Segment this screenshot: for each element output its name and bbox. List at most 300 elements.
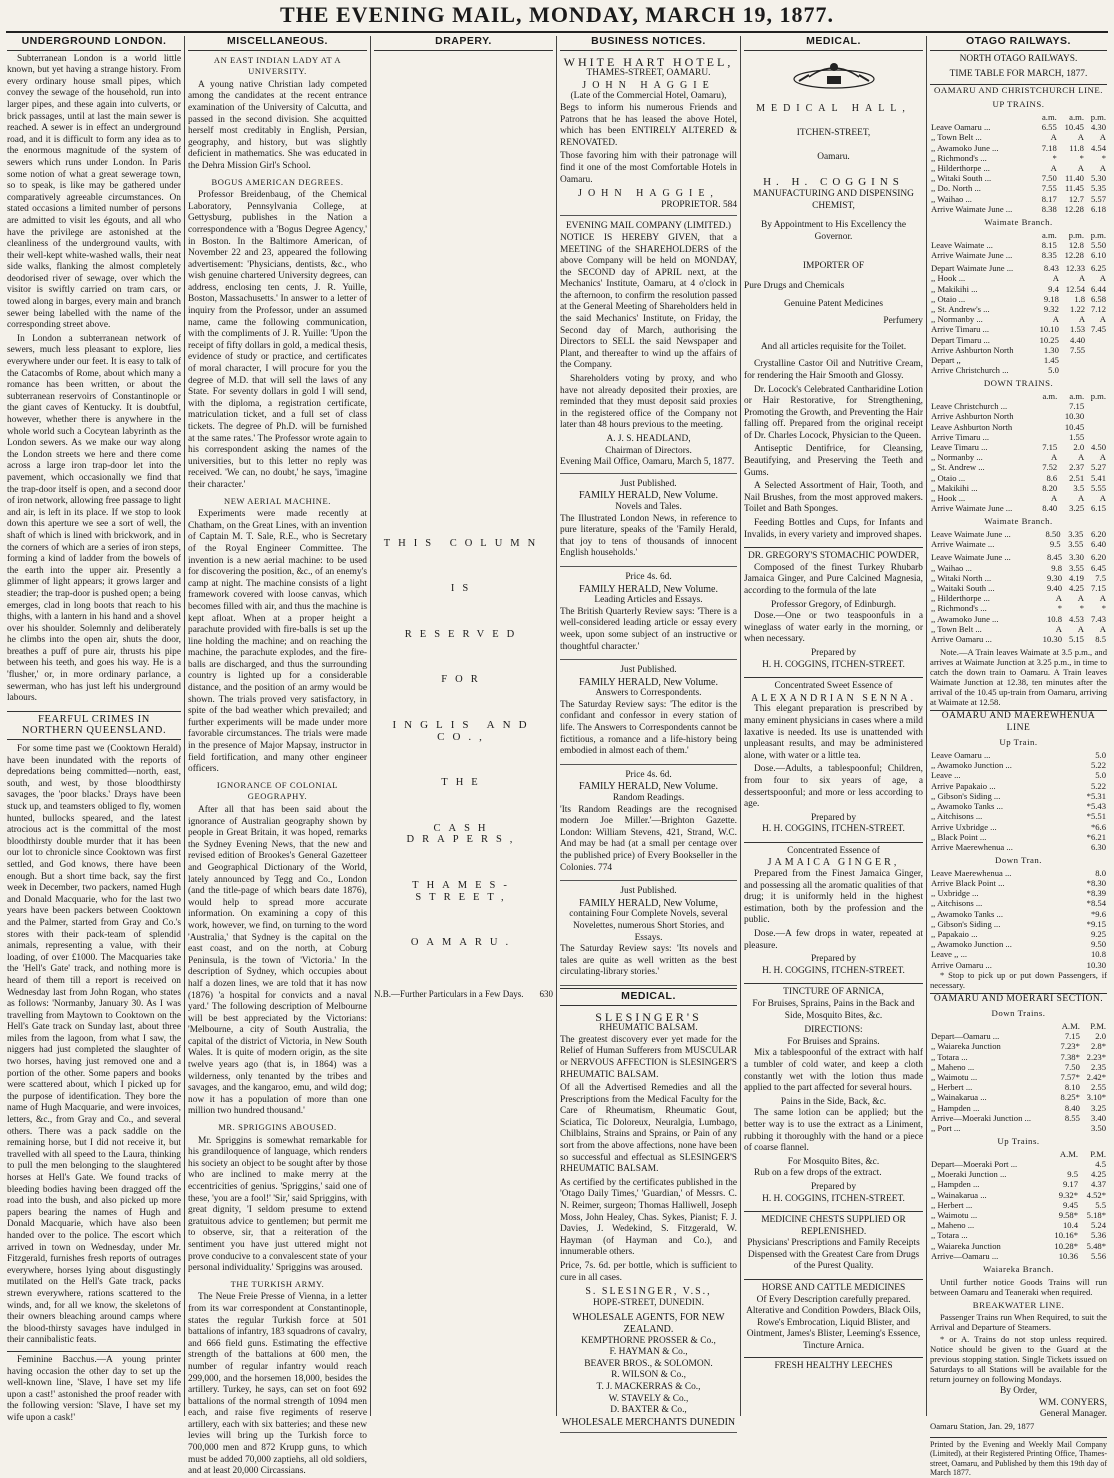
coggins-sub: MANUFACTURING AND DISPENSING CHEMIST, (753, 188, 914, 211)
time-cell: 10.30 (1064, 411, 1085, 422)
gregory-text: Composed of the finest Turkey Rhubarb Jamaica Ginger, and Pure Calcined Magnesia, according to the formula of the late (744, 562, 923, 596)
horse-text: Of Every Description carefully prepared. Alterative and Condition Powders, Black Oils, Rowe's Embrocation, Liquid Blister, and Ointment, James's Blister, Leeming's Essence, Tincture Arnica. (746, 1294, 921, 1352)
station-cell: Leave Oamaru ... (931, 122, 991, 133)
time-cell: 6.20 (1090, 552, 1106, 563)
import-item: Genuine Patent Medicines (784, 298, 883, 309)
agent: R. WILSON & Co., (611, 1370, 686, 1381)
senna-text: This elegant preparation is prescribed by many eminent physicians in cases where a mild laxative is needed. Its use is unattended with unpleasant results, and may be administered alone, with water or a little tea. (744, 704, 923, 761)
ad-title: WHITE HART HOTEL, (563, 54, 734, 69)
station-cell: ,, Makikihi ... (931, 482, 978, 493)
timetable-row (930, 909, 1107, 919)
time-cell: 10.36 (1058, 1250, 1079, 1261)
station-cell: ,, Awamoko Tanks ... (931, 801, 1003, 812)
timetable-row (930, 919, 1107, 929)
time-cell: p.m. (1090, 111, 1106, 122)
time-cell: 5.0 (1095, 770, 1106, 781)
time-cell (1045, 1159, 1079, 1169)
trains-heading: UP TRAINS. (992, 99, 1045, 110)
time-cell: 11.8 (1069, 142, 1084, 153)
station-cell: ,, Papakaio ... (931, 928, 978, 939)
ad-body: NOTICE IS HEREBY GIVEN, that a MEETING of the SHAREHOLDERS of the above Company will be held on MONDAY, the SECOND day of APRIL next, at the Mechanics' Institute, Oamaru, at 4 o'clock in the afternoon, to confirm the resolution passed at the General Meeting of Shareholders held in the said Mechanics' Institute, on Friday, the Second day of March, authorising the Directors to SELL the said Newspaper and Plant, and thereafter to wind up the affairs of the Company. (560, 232, 737, 371)
station-cell (930, 391, 1037, 401)
station-cell: Leave Waimate ... (931, 239, 993, 250)
timetable-row (930, 878, 1107, 888)
column-heading: MISCELLANEOUS. (188, 36, 367, 51)
article-paragraph: Feminine Bacchus.—A young printer having occasion the other day to set up the well-known line, 'Slave, I have set my life upon a cast!' astonished the proof reader with the following version: 'Slave, I have set my wife upon a cask!' (7, 1351, 181, 1425)
time-cell: 2.35 (1090, 1061, 1106, 1072)
time-cell: 11.45 (1064, 183, 1084, 194)
time-cell: 8.5 (1095, 634, 1106, 645)
time-cell: * (1101, 603, 1106, 614)
timetable-row (930, 760, 1107, 770)
timetable-row (930, 143, 1107, 153)
section-text: Professor Breidenbaug, of the Chemical Laboratory, Pennsylvania College, at Gettysburg, publishes in the Nation a correspondence with a 'Bogus Degree Agency,' in Boston. In the Baltimore American, of November 22 and 23, appeared the following advertisement: 'Physicians, dentists, &c., who wish genuine chartered University degrees, can address, enclosing ten cents, J. R. Yuille, Boston, Massachusetts.' In answer to a letter of inquiry from the Professor, under an assumed name, came the following communication, with the compliments of J. R. Yuille: 'Upon the receipt of fifty dollars in gold, a medical thesis, evidence of study or practice, and certificates of moral character, I will procure for you the degree of M.D. that will sell the laws of any State. For seventy dollars in gold I will send, with the diploma, a registration certificate, matriculation ticket, and a full set of class tickets. The degree of Ph.D. will be furnished at the same rates.' The Professor wrote again to his correspondent asking the names of the universities, but to this letter no reply was received. 'We can, no doubt,' he says, 'imagine their character.' (188, 190, 367, 490)
timetable-row (930, 273, 1107, 283)
timetable-row (930, 593, 1107, 603)
waiareka-text: Until further notice Goods Trains will run between Oamaru and Teaneraki when required. (930, 1276, 1107, 1297)
herald-sub: Leading Articles and Essays. (594, 595, 703, 606)
medical-item: A Selected Assortment of Hair, Tooth, and Nail Brushes, from the most approved makers. Toilet and Bath Sponges. (744, 481, 923, 515)
drapery-line: THE (441, 777, 486, 789)
trains-heading: Down Tran. (994, 855, 1043, 866)
dir-text: Rub on a few drops of the extract. (754, 1168, 882, 1179)
time-cell: 9.45 (1062, 1199, 1079, 1210)
time-cell: a.m. (1041, 229, 1057, 240)
time-cell: A (1051, 493, 1058, 504)
time-cell (1037, 401, 1059, 411)
time-cell: 4.19 (1068, 572, 1084, 583)
station-cell: Arrive Christchurch ... (931, 365, 1009, 376)
time-cell: 5.41 (1090, 472, 1106, 483)
timetable-row (930, 888, 1107, 898)
ad-price: Price, 7s. 6d. per bottle, which is sufficient to cure in all cases. (560, 1261, 737, 1283)
time-cell: 7.52 (1042, 462, 1058, 473)
ad-white-hart-hotel (560, 54, 737, 217)
royal-crest-icon (789, 57, 879, 91)
herald-pub: Just Published. (620, 886, 677, 897)
article-paragraph: In London a subterranean network of sewers, much less pleasant to explore, lies everywhere under our feet. It is easy to talk of the Catacombs of Rome, about which many a romance has been written, or about the subterranean reservoirs of Constantinople or the giant caves of Kentucky. It is doubtful, however, whether there is anywhere in the whole world such a Cocytean labyrinth as the London sewers. As we make our way along the London streets we here and there come across a large iron trap-door let into the pavement, which occasionally we find that the trap-door itself is open, and a second door of iron network, allowing free passage to light and air, is left in its place. If we stop to look down this aperture we see a sort of well, the shaft of which is lined with brickwork, and in the corners of which are a series of iron steps, forming a kind of ladder from the bowels of the earth into the upper air. Presently a glimmer of light appears; it grows larger and steadier; the trap-door is pushed open; a being emerges, clad in long boots that reach to his thighs, with a lantern in his hand and a shovel over his shoulder. Solemnly and deliberately he climbs into the open air, shuts the door, breathes a puff of pure air, thrusts his pipe between his teeth, and goes his way. He is a 'flusher,' or, in more ordinary parlance, a sewerman, who has just left his underground labours. (7, 333, 181, 704)
timetable-down (930, 391, 1107, 513)
time-cell: 7.23* (1060, 1041, 1080, 1052)
time-cell: 9.5 (1049, 539, 1061, 550)
timetable-row (930, 1179, 1107, 1189)
timetable-row (930, 391, 1107, 401)
ad-role: Chairman of Directors. (605, 445, 692, 456)
breakwater-text: Passenger Trains run When Required, to suit the Arrival and Departure of Steamers. (930, 1312, 1107, 1333)
time-cell: A (1099, 162, 1106, 173)
timetable-row (930, 422, 1107, 432)
coggins-name: H. H. COGGINS (763, 176, 904, 189)
time-cell: 3.35 (1068, 529, 1084, 540)
timetable-row (930, 183, 1107, 193)
time-cell: A (1077, 593, 1084, 604)
station-cell (930, 1021, 1055, 1031)
station-cell: ,, Gibson's Siding ... (931, 790, 1001, 801)
time-cell: 5.18* (1086, 1209, 1106, 1220)
time-cell: 8.40 (1042, 503, 1058, 514)
section-heading-medical: MEDICAL. (560, 988, 737, 1006)
medical-hall-title: MEDICAL HALL, (756, 102, 911, 114)
time-cell: 5.22 (1090, 780, 1106, 791)
time-cell: 12.33 (1065, 263, 1086, 274)
dir-text: Mix a tablespoonful of the extract with half a tumbler of cold water, and keep a cloth constantly wet with the lotion thus made applied to the part affected for several hours. (744, 1048, 923, 1094)
timetable-maerewhenua-down (930, 868, 1107, 970)
time-cell: 1.45 (1043, 355, 1059, 366)
time-cell: 7.5 (1095, 572, 1106, 583)
timetable-row (930, 603, 1107, 613)
arnica-sub: For Bruises, Sprains, Pains in the Back and Side, Mosquito Bites, &c. (752, 999, 915, 1021)
timetable-waimate (930, 230, 1107, 261)
station-cell: ,, Awamoko Junction ... (931, 760, 1012, 771)
time-cell: A.M. (1061, 1020, 1080, 1031)
timetable-row (930, 1169, 1107, 1179)
ad-name: JOHN HAGGIE (582, 79, 715, 91)
time-cell: 3.40 (1090, 1112, 1106, 1123)
herald-sub: containing Four Complete Novels, several Novelettes, numerous Short Stories, and Essays. (569, 909, 728, 943)
medical-item: Feeding Bottles and Cups, for Infants and Invalids, in every variety and improved shapes. (744, 518, 923, 540)
station-cell: Leave Waimate June ... (931, 529, 1011, 540)
time-cell: a.m. (1042, 391, 1058, 402)
timetable-maerewhenua-up (930, 750, 1107, 852)
timetable-row (930, 1113, 1107, 1123)
station-cell: ,, Normanby ... (931, 452, 983, 463)
timetable-row (930, 473, 1107, 483)
station-cell: Arrive Ashburton North (931, 411, 1014, 422)
station-cell: ,, Awamoko Tanks ... (931, 908, 1003, 919)
printer-imprint: Printed by the Evening and Weekly Mail Company (Limited), at their Registered Printing Office, Thames-street, Oamaru, and Published by them this 19th day of March 1877. (930, 1437, 1107, 1478)
column-heading: DRAPERY. (374, 36, 553, 51)
timetable-row (930, 483, 1107, 493)
timetable-row (930, 1200, 1107, 1210)
time-cell: * (1057, 603, 1063, 614)
ad-family-herald (560, 662, 737, 765)
ad-body: Shareholders voting by proxy, and who have not already deposited their proxies, are reminded that they must deposit said proxies in the registered office of the Company not later than 48 hours previous to the meeting. (560, 374, 737, 431)
time-cell (1060, 365, 1086, 375)
column-heading: OTAGO RAILWAYS. (930, 36, 1107, 51)
prepared-by: H. H. COGGINS, ITCHEN-STREET. (762, 659, 905, 670)
time-cell: 8.45 (1046, 552, 1063, 563)
timetable-row (930, 1159, 1107, 1169)
arnica-title: TINCTURE OF ARNICA, (744, 983, 923, 999)
timetable-row (930, 294, 1107, 304)
station-cell: ,, Do. North ... (931, 183, 981, 194)
time-cell: 7.18 (1041, 142, 1057, 153)
timetable-row (930, 503, 1107, 513)
station-cell: ,, Richmond's ... (931, 603, 987, 614)
time-cell: 6.44 (1090, 283, 1106, 294)
station-cell: ,, Gibson's Siding ... (931, 918, 1001, 929)
ad-role-text: PROPRIETOR. (661, 199, 721, 210)
station-cell: Leave Timaru ... (931, 442, 988, 453)
ad-evening-mail-company (560, 218, 737, 473)
time-cell: 4.40 (1070, 334, 1086, 345)
senna-dose: Dose.—Adults, a tablespoonful; Children, from four to six years of age, a dessertspoonful; and more or less according to age. (744, 764, 923, 810)
time-cell: * (1079, 152, 1084, 163)
drapery-line: THIS COLUMN (383, 537, 544, 549)
time-cell: A (1099, 314, 1106, 325)
time-cell: 4.50 (1090, 442, 1106, 453)
station-cell: ,, Hook ... (931, 493, 966, 504)
time-cell: A (1050, 162, 1057, 173)
timetable-row (930, 1031, 1107, 1041)
time-cell: 6.10 (1090, 250, 1106, 260)
station-cell: Depart—Moeraki Port ... (931, 1158, 1018, 1169)
time-cell: 1.22 (1070, 304, 1086, 315)
article-paragraph: For some time past we (Cooktown Herald) have been inundated with the reports of depredations being committed—north, east, south, and west, by those bloodthirsty savages, the 'poor blacks.' Drays have been stuck up, and teamsters obliged to fly, women hunted, bullocks speared, and the latest atrocious act is the committal of the most bloodthirsty double murder that it has been our lot to chronicle since Cooktown was first settled, and God knows, there have been enough. But a short time back, say the first week in December, two packers, named Hugh and Donald Macquarie, who for the last two years have been packers between Cooktown and the Palmer, started from Gray and Co.'s stores with their pack-team of splendid animals, representing a value, with their loading, of over £1000. The Macquaries take the 'Hell's Gate' track, and nothing more is heard of them till a report is received on Wednesday last from John Rogan, who states as follows: 'Normanby, January 30. As I was travelling from Maytown to Cooktown on the Hell's Gate track on Sunday last, about three miles from the lagoon, from what I saw, the niggers had just completed the slaughter of two horses, having just removed one and a portion of the other. Some papers and books were scattered about, which I picked up for the purpose of identification. They bore the name of Hugh Macquarie, and were invoices, letters, &c., from Gray and Co., and several others. There was a pack saddle on the remaining horse, but I did not receive it, but travelled with all speed to the Laura, thinking to pull the men belonging to the slaughtered horses at Hell's Gate. We found tracks of bleeding bodies having been dragged off the road into the bush, and also picked up more papers bearing the names of Hugh and Donald Macquarie, which have also been handed over to the police. The escort which arrived in town on Wednesday, under Mr. Fitzgerald, furnishes fresh reports of outrages everywhere, horses lying about disgustingly mutilated on the Hell's Gate track, packs strewn everywhere, rations scattered to the winds, and, for all we know, the skeletons of their owners bleaching around camps where the blood-thirsty savages have indulged in their cannibalistic feats. (7, 744, 181, 1346)
time-cell: 8.40 (1064, 1102, 1080, 1113)
section-title: BOGUS AMERICAN DEGREES. (211, 176, 344, 187)
timetable-row (930, 822, 1107, 832)
timetable-row (930, 452, 1107, 462)
station-cell: ,, St. Andrew's ... (931, 304, 990, 315)
ad-body: Of all the Advertised Remedies and all the Prescriptions from the Medical Faculty for the Care of Rheumatism, Rheumatic Gout, Sciatica, Tic Doloreux, Neuralgia, Lumbago, Chilblains, Strains and Sprains, or Pain of any sort from the above affections, none have been so successful and effectual as SLESINGER'S RHEUMATIC BALSAM. (560, 1083, 737, 1175)
time-cell: A (1077, 162, 1084, 173)
station-cell: ,, Otaio ... (931, 472, 966, 483)
time-cell: 9.40 (1046, 583, 1063, 594)
senna-heading: Concentrated Sweet Essence of (744, 677, 923, 693)
station-cell (930, 112, 1036, 122)
trains-heading: Up Train. (999, 737, 1038, 748)
timetable-row (930, 960, 1107, 970)
station-cell: ,, Waitaki South ... (931, 583, 995, 594)
timetable-moerari-down (930, 1021, 1107, 1133)
time-cell: 2.8* (1090, 1041, 1106, 1052)
ad-address: HOPE-STREET, DUNEDIN. (592, 1297, 704, 1308)
time-cell: 10.25 (1039, 334, 1059, 345)
timetable-row (930, 1210, 1107, 1220)
time-cell: 3.55 (1068, 539, 1084, 550)
timetable-row (930, 811, 1107, 821)
station-cell: ,, Totara ... (931, 1051, 968, 1062)
herald-title: FAMILY HERALD, New Volume. (579, 583, 718, 595)
time-cell: 10.8 (1046, 613, 1063, 624)
time-cell: A (1052, 273, 1059, 284)
railways-subheading: NORTH OTAGO RAILWAYS. (959, 53, 1078, 64)
section-text: Experiments were made recently at Chatham, on the Great Lines, with an invention of Captain M. T. Sale, R.E., who is Secretary of the Royal Engineer Committee. The invention is a new aerial machine: to be used for discovering the position, &c., of an enemy's camp at night. The machine consists of a light framework covered with loose canvas, which becomes filled with air, and thus the machine is kept afloat. When at a proper height a parachute provided with fire-balls is set up the line holding the machine; and on reaching the machine, the parachute explodes, and the fire-balls are discharged, and thus the surrounding country is lighted up for a considerable distance, and the position of an army would be shown. The trials proved very satisfactory, in spite of the bad weather which prevailed; and further experiments will be made under more favorable circumstances. The trials were made in the presence of Major Mapsay, instructor in field fortification, and many other engineer officers. (188, 509, 367, 775)
time-cell: *5.43 (1086, 801, 1106, 812)
station-cell: ,, Witaki North ... (931, 572, 992, 583)
timetable-row (930, 194, 1107, 204)
time-cell: 8.20 (1042, 482, 1058, 493)
column-medical (740, 36, 926, 1416)
time-cell: 8.6 (1046, 472, 1058, 483)
medical-item: Antiseptic Dentifrice, for Cleansing, Beautifying, and Preserving the Teeth and Gums. (744, 444, 923, 478)
herald-pub: Price 4s. 6d. (625, 769, 672, 780)
time-cell: *6.21 (1086, 831, 1106, 842)
manager-role: General Manager. (1039, 1409, 1107, 1420)
time-cell: 10.4 (1062, 1220, 1079, 1231)
station-cell: ,, Waimotu ... (931, 1209, 978, 1220)
timetable-row (930, 770, 1107, 780)
ad-number: 584 (722, 199, 737, 210)
section-text: A young native Christian lady competed among the candidates at the recent entrance examination of the University of Calcutta, and passed in the second division. She acquitted herself most creditably in English, Persian, geography, and history, but was slightly deficient in mathematics. She was educated in the Dehra Mission Girl's School. (188, 79, 367, 171)
spacer (374, 54, 553, 504)
breakwater-heading: BREAKWATER LINE. (972, 1299, 1065, 1310)
time-cell: 5.5 (1095, 1199, 1106, 1210)
time-cell: 5.24 (1090, 1220, 1106, 1231)
station-cell: ,, Waiareka Junction (931, 1041, 1001, 1052)
drapery-line: THAMES-STREET, (412, 879, 515, 903)
time-cell: 4.37 (1090, 1179, 1106, 1190)
station-cell: ,, Aitchisons ... (931, 811, 983, 822)
drapery-line: CASH DRAPERS, (406, 822, 521, 846)
ad-subtitle: THAMES-STREET, OAMARU. (586, 68, 711, 79)
station-cell: Arrive Timaru ... (931, 431, 990, 442)
masthead-rule (6, 31, 1108, 33)
time-cell: A (1077, 452, 1085, 463)
medical-item: Crystalline Castor Oil and Nutritive Cream, for rendering the Hair Smooth and Glossy. (744, 359, 923, 381)
timetable-row (930, 949, 1107, 959)
timetable-row (930, 791, 1107, 801)
gregory-prof: Professor Gregory, of Edinburgh. (771, 599, 896, 610)
ad-number: 630 (539, 988, 553, 999)
time-cell: 5.56 (1090, 1250, 1106, 1261)
station-cell: Arrive Timaru ... (931, 324, 990, 335)
time-cell: 6.15 (1090, 503, 1106, 514)
time-cell: 3.10* (1086, 1092, 1106, 1103)
station-cell: ,, Normanby ... (931, 314, 983, 325)
time-cell: *6.6 (1090, 821, 1106, 832)
timetable-row (930, 230, 1107, 240)
time-cell: 10.45 (1064, 122, 1084, 133)
station-cell: ,, Waihao ... (931, 562, 972, 573)
prepared-label: Prepared by (810, 812, 857, 823)
time-cell: 10.10 (1039, 324, 1059, 335)
ad-family-herald (560, 883, 737, 986)
station-cell: ,, Hampden ... (931, 1102, 980, 1113)
time-cell: 6.55 (1041, 122, 1057, 133)
time-cell: 4.53 (1068, 613, 1084, 624)
by-order: By Order, (999, 1386, 1038, 1397)
time-cell: 9.25 (1090, 928, 1106, 939)
station-cell: ,, Hilderthorpe ... (931, 162, 990, 173)
station-cell: ,, Hilderthorpe ... (931, 593, 990, 604)
time-cell: p.m. (1068, 229, 1084, 240)
timetable-row (930, 345, 1107, 355)
time-cell: 4.25 (1090, 1169, 1106, 1180)
column-business-notices (556, 35, 740, 1428)
column-otago-railways (926, 35, 1110, 1478)
branch-heading: Waiareka Branch. (983, 1263, 1054, 1274)
station-cell: Leave ,, ... (931, 949, 968, 960)
import-item: Pure Drugs and Chemicals (744, 280, 845, 291)
ad-role (560, 200, 737, 212)
timetable-row (930, 1052, 1107, 1062)
horse-title: HORSE AND CATTLE MEDICINES (744, 1279, 923, 1295)
station-cell: Arrive Waimate June ... (931, 503, 1013, 514)
column-heading: BUSINESS NOTICES. (560, 36, 737, 51)
time-cell: 5.57 (1090, 193, 1106, 204)
time-cell (1086, 365, 1107, 375)
timetable-row (930, 552, 1107, 562)
time-cell: A (1078, 314, 1086, 325)
timetable-note: Note.—A Train leaves Waimate at 3.5 p.m., and arrives at Waimate Junction at 3.25 p.m., in time to catch the down train to Oamaru. A Train leaves Waimate Junction at 12.38, ten minutes after the arrival of the 10.45 up-train from Oamaru, arriving at Waimate at 12.58. (930, 647, 1107, 708)
ad-title: EVENING MAIL COMPANY (LIMITED.) (565, 221, 732, 232)
time-cell: 3.50 (1090, 1122, 1106, 1133)
station-cell: ,, Witaki South ... (931, 173, 992, 184)
timetable-row (930, 1220, 1107, 1230)
time-cell: 7.50 (1041, 173, 1057, 184)
timetable-row (930, 314, 1107, 324)
time-cell: 9.5 (1067, 1169, 1079, 1180)
station-cell: ,, Town Belt ... (931, 132, 982, 143)
column-miscellaneous (184, 35, 370, 1477)
agent: W. STAVELY & Co., (608, 1393, 689, 1404)
herald-pub: Just Published. (620, 478, 677, 489)
drapery-line: INGLIS AND CO., (392, 718, 535, 743)
time-cell: A (1077, 623, 1084, 634)
timetable-row (930, 624, 1107, 634)
article-heading: FEARFUL CRIMES IN NORTHERN QUEENSLAND. (7, 711, 181, 740)
station-cell: ,, Herbert ... (931, 1199, 973, 1210)
station-cell: Leave Oamaru ... (931, 750, 991, 761)
ad-title: SLESINGER'S (595, 1009, 702, 1024)
time-cell: 3.5 (1073, 482, 1085, 493)
station-cell: ,, Town Belt ... (931, 623, 982, 634)
time-cell: A (1077, 132, 1084, 143)
time-cell: 5.48* (1086, 1240, 1106, 1251)
station-cell: Leave Ashburton North (931, 421, 1013, 432)
coggins-appointment: By Appointment to His Excellency the Governor. (760, 220, 907, 242)
timetable-row (930, 1082, 1107, 1092)
time-cell: 4.5 (1095, 1158, 1106, 1169)
ad-agents-title: WHOLESALE AGENTS, FOR NEW ZEALAND. (572, 1312, 725, 1335)
time-cell: 10.28* (1054, 1240, 1079, 1251)
time-cell: 7.15 (1069, 401, 1085, 412)
time-cell (1037, 432, 1059, 442)
time-cell: 4.25 (1068, 583, 1084, 594)
final-note: * or A. Trains do not stop unless required. Notice should be given to the Guard at the previous stopping station. Single Tickets issued on Saturdays to all Stations will be available for the return journey on following Mondays. (930, 1334, 1107, 1385)
ad-body: Those favoring him with their patronage will find it one of the most Comfortable Hotels in Oamaru. (560, 151, 737, 185)
timetable-row (930, 868, 1107, 878)
time-cell: 5.0 (1048, 365, 1059, 376)
time-cell: 7.50 (1064, 1061, 1080, 1072)
time-cell: A (1050, 132, 1057, 143)
herald-sub: Random Readings. (612, 793, 685, 804)
time-cell: 12.7 (1068, 193, 1084, 204)
time-cell: 9.30 (1046, 572, 1063, 583)
time-cell: 1.8 (1074, 293, 1086, 304)
station-date: Oamaru Station, Jan. 29, 1877 (930, 1420, 1035, 1431)
station-cell: ,, Maheno ... (931, 1220, 975, 1231)
agent: T. J. MACKERRAS & Co., (596, 1381, 701, 1392)
station-cell: Arrive Waimate June ... (931, 203, 1013, 214)
time-cell: 4.52* (1086, 1189, 1106, 1200)
ad-sign: JOHN HAGGIE, (578, 188, 719, 200)
ad-sign: S. SLESINGER, V.S., (585, 1286, 712, 1298)
timetable-row (930, 1103, 1107, 1113)
station-cell: Leave Maerewhenua ... (931, 867, 1012, 878)
chests-text: Physicians' Prescriptions and Family Receipts Dispensed with the Greatest Care from Drugs of the Purest Quality. (747, 1238, 920, 1272)
timetable-row (930, 365, 1107, 375)
article-paragraph: Subterranean London is a world little known, but yet having a strange history. From every ordinary house small pipes, which convey the sewage of the household, run into larger pipes, and these again into culverts, or brick passages, until at last the main sewer is reached. A sewer is in effect an underground road, and it is difficult to form any idea as to the enormous magnitude of the system of sewers which runs under London. In Paris some notion of what a great sewerage town, so to speak, is like may be gathered under comparatively agreeable circumstances. On stated occasions a limited number of persons are admitted to visit les égouts, and all who have the privilege are astonished at the cleanliness of the underground vaults, with their well-kept white-washed walls, their neat side walks, flanking the almost completely deodorised river of sewage, over which the visitor is swiftly carried on tram cars, or towed along in barges, every main and branch sewer being labelled with the name of the corresponding street above. (7, 53, 181, 331)
timetable-row (930, 284, 1107, 294)
time-cell (1086, 345, 1107, 355)
timetable-row (930, 304, 1107, 314)
dir-pains: Pains in the Side, Back, &c. (780, 1096, 887, 1107)
time-cell: A (1099, 493, 1106, 504)
drapery-line: RESERVED (404, 628, 523, 640)
import-item: Perfumery (883, 316, 923, 327)
herald-pub: Price 4s. 6d. (625, 571, 672, 582)
drapery-line: OAMARU. (410, 937, 517, 949)
time-cell: A (1055, 623, 1063, 634)
timetable-row (930, 122, 1107, 132)
station-cell: ,, Makikihi ... (931, 283, 978, 294)
station-cell: ,, Awamoko Junction ... (931, 939, 1012, 950)
time-cell: 7.45 (1090, 324, 1106, 335)
time-cell: 5.35 (1090, 183, 1106, 194)
